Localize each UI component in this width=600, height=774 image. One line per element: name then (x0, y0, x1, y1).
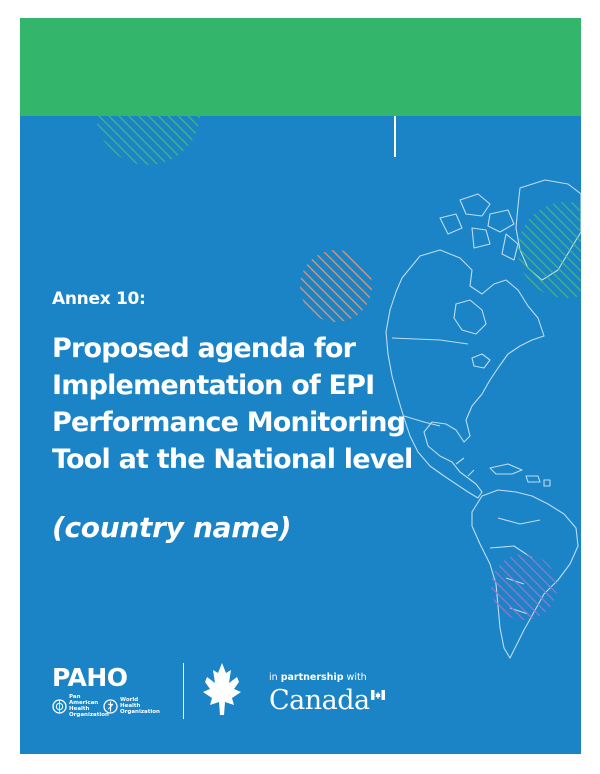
annex-label: Annex 10: (52, 289, 146, 309)
hatched-circle-green-right (518, 202, 581, 298)
title-line: Performance Monitoring (52, 407, 406, 438)
maple-leaf-icon (201, 661, 243, 717)
org-who-name: World Health Organization (120, 697, 160, 715)
document-title (52, 330, 482, 478)
who-emblem-icon (103, 699, 118, 714)
cover-page (20, 18, 581, 754)
un-emblem-icon (52, 699, 67, 714)
canada-wordmark (269, 686, 385, 716)
country-placeholder: (country name) (52, 511, 292, 544)
paho-sub-orgs (52, 694, 160, 718)
logo-divider (183, 663, 184, 719)
title-line: Proposed agenda for (52, 333, 356, 364)
org-paho (52, 694, 109, 718)
title-line: Tool at the National level (52, 444, 413, 475)
org-who (103, 694, 160, 718)
canada-flag-icon (371, 690, 385, 700)
partnership-block (269, 672, 385, 716)
partner-emph: partnership (280, 672, 344, 683)
partner-prefix: in (269, 672, 278, 683)
canada-word: Canada (269, 685, 370, 716)
paho-acronym: PAHO (52, 663, 128, 692)
partnership-label (269, 672, 385, 684)
hatched-circle-orange (300, 250, 372, 322)
hatched-circle-purple (491, 554, 557, 620)
title-line: Implementation of EPI (52, 370, 375, 401)
partner-suffix: with (346, 672, 367, 683)
paho-logo (52, 663, 160, 718)
org-paho-name: Pan American Health Organization (69, 694, 109, 718)
